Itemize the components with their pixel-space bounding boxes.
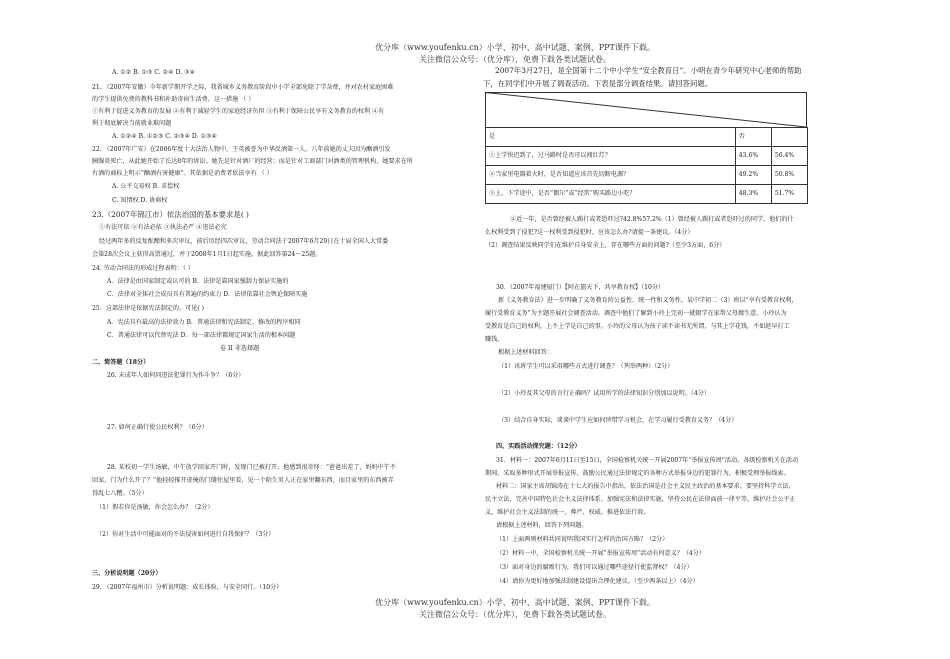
survey-question: ②当家里电器着火时，是否知道应该首先切断电源？ <box>486 166 736 185</box>
q31-stem-line3: 材料二：国家主席胡锦涛在十七大的报告中指出，依法治国是社会主义民主政治的基本要求。要坚持科学立法、 <box>496 483 795 490</box>
q22-options-1: A. 公平交易权 B. 求偿权 <box>112 183 180 190</box>
q31-sub-3: （3）面对身边的腐败行为，我们可以通过哪些途径行使监督权？（4分） <box>496 564 693 571</box>
table-row <box>486 185 808 204</box>
section-3-title: 三、分析说明题（20分） <box>92 570 162 577</box>
survey-no-percent: 51.7% <box>771 185 807 204</box>
survey-table-header-box <box>485 92 807 128</box>
survey-table <box>485 127 808 204</box>
survey-col-empty <box>771 128 807 147</box>
q21-stem-line3: ①有利于促进义务教育的发展 ②有利于减轻学生的家庭经济负担 ③有利于保障公民享有义务教育的权利 ④有 <box>92 108 385 115</box>
table-row <box>486 166 808 185</box>
q30-sub-2: （2）小玲及其父母的言行正确吗？试用所学的法律知识分别加以说明。（4分） <box>498 390 710 397</box>
q30-stem-line4: 赚钱。 <box>485 336 504 343</box>
q24-options-1: A．法律是由国家制定或认可的 B．法律是靠国家强制力保证实施的 <box>107 278 289 285</box>
q28-sub-2: （2）你对生活中可能面对的不法侵害如何进行自我保护？（3分） <box>96 531 275 538</box>
q22-stem-line3: 有酒的商标上明示“酗酒有害健康”。其依据是消费者依法享有 （ ） <box>92 170 273 177</box>
survey-table-header-row <box>486 128 808 147</box>
q24-stem: 24. 劳动合同法的形成过程表明：（ ） <box>92 265 194 272</box>
q22-stem-line1: 22. （2007年广安）在2006年度十大法治人物中，王英被誉为中华反酒第一人。八年前她的丈夫因为酗酒引发 <box>92 146 391 153</box>
q31-stem-line4: 民主立法，完善中国特色社会主义法律体系。加强宪法和法律实施，坚持公民在法律面前一律平等，维护社会公平正 <box>485 496 796 503</box>
survey-yes-percent: 49.2% <box>735 166 771 185</box>
q23-stem: 23.（2007年锦江市）依法治国的基本要求是( ) <box>92 210 249 219</box>
q31-prompt: 请根据上述材料，回答下列问题。 <box>496 522 588 529</box>
survey-col-no: 否 <box>735 128 771 147</box>
q26-stem: 26. 未成年人如何同违法犯罪行为作斗争？（6分） <box>107 372 245 379</box>
q28-stem-line3: 得乱七八糟。（5分） <box>92 490 148 497</box>
survey-yes-percent: 43.6% <box>735 147 771 166</box>
survey-no-percent: 50.8% <box>771 166 807 185</box>
volume-2-title: 卷 II 非选择题 <box>220 345 260 352</box>
page-footer-line1: 优分库（www.youfenku.cn）小学、初中、高中试题、案例、PPT课件下载。 <box>375 598 655 607</box>
q29-intro-line2: 下，在同学们中开展了调查活动。下表是部分调查结果。请回答问题。 <box>483 79 713 88</box>
q28-sub-1: （1）假若你是汤敏，你会怎么办？（2分） <box>96 504 214 511</box>
page-footer-line2: 关注微信公众号：（优分库），免费下载各类试题试卷。 <box>419 610 611 619</box>
q28-stem-line2: 回家，门为什么开了？”他轻轻推开虚掩的门缝往屋里看，见一个陌生男人正在家里翻东西，而且家里的东西被弄 <box>92 477 394 484</box>
q29-after-line2: 么权利受到了侵犯?这一权利受到侵犯时，应该怎么办?请提一条建议。（4分） <box>485 229 694 236</box>
section-4-title: 四、实践活动探究题：（12分） <box>496 443 581 450</box>
q22-options-2: C. 知情权 D. 协商权 <box>112 197 168 204</box>
q21-stem-line2: 的学生提供免费的教科书和补助寄宿生活费。这一措施 （ ） <box>92 96 255 103</box>
q29-intro-line1: 2007年3月27日，是全国第十二个中小学生“安全教育日”。小明在青少年研究中心老师的帮助 <box>495 66 802 75</box>
page-header-line2: 关注微信公众号：（优分库），免费下载各类试题试卷。 <box>419 55 611 64</box>
q31-sub-2: （2）材料一中，全国检察机关统一开展“举报宣传周”活动有何意义？（4分） <box>496 550 705 557</box>
q31-stem-line1: 31．材料一：2007年6月11日至15日，全国检察机关统一开展2007年“举报宣传周”活动。各级检察机关在活动 <box>496 457 799 464</box>
q30-stem-line2: 履行受教育义务”为主题开展社会调查活动。调查中他们了解到小玲上完初一就辍学在家帮父母做生意。小玲认为 <box>485 310 787 317</box>
q31-stem-line2: 期间，采取多种形式开展举报宣传，鼓励公民通过法律规定的各种方式举报身边的犯罪行为，积极受理举报线索。 <box>485 470 790 477</box>
q23-options: ①有法可依 ②有法必依 ③执法必严 ④违法必究 <box>99 224 227 231</box>
q25-stem: 25．这部法律是依据宪法制定的，可见( ) <box>92 305 204 312</box>
q27-stem: 27. 如何正确行使公民权利？（6分） <box>107 424 208 431</box>
q30-prompt: 根据上述材料回答： <box>498 349 553 356</box>
survey-question: ③上、下学途中，是否“偶尔”或“经常”购买路边小吃？ <box>486 185 736 204</box>
survey-no-percent: 56.4% <box>771 147 807 166</box>
q29-sub-2: （2）调查结果反映同学们在维护自身安全上，存在哪些方面的问题?（至少3方面，6分） <box>485 242 726 249</box>
q28-stem-line1: 28. 某校初一学生汤敏，中午放学回家开门时，发现门已被打开。他感到很奇怪：“爸爸出差了，妈妈中午不 <box>107 464 396 471</box>
q30-sub-3: （3）结合自身实际，谈谈中学生应如何珍惜学习机会，在学习履行受教育义务？（4分） <box>498 417 738 424</box>
q25-options-1: A．宪法具有最高的法律效力 B．普通法律和宪法制定、修改的程序相同 <box>107 319 301 326</box>
q22-stem-line2: 胰腺炎死亡，从此她开始了长达8年的诉讼。她先是针对酒厂的经营；而是针对工商部门对酒类的管理机构，她要求在所 <box>92 158 413 165</box>
survey-yes-percent: 48.3% <box>735 185 771 204</box>
q29-stem: 29. （2007年福州市）分析说明题：成长体验，与安全同行。（10分） <box>92 584 283 591</box>
q21-options: A. ①②④ B. ①②③ C. ②③④ D. ①③④ <box>112 133 217 140</box>
q30-stem-line1: 新《义务教育法》进一步明确了义务教育的公益性、统一性和义务性。某中学初二（3）班以“享有受教育权利， <box>498 297 798 304</box>
q24-options-2: C．法律对全体社会成员具有普遍的约束力 D．法律依靠社会舆论保障实施 <box>107 291 308 298</box>
q29-after-line1: ④近一年，是否曾经被人踢打或者恐吓过?42.8%57.2%（1）曾经被人踢打或者恐吓过的同学，他们的什 <box>510 216 794 223</box>
q30-title: 30．（2007年福建厦门）【阿在篮天下，共享教育权】（10分） <box>496 284 665 291</box>
table-row <box>486 147 808 166</box>
page-header-line1: 优分库（www.youfenku.cn）小学、初中、高中试题、案例、PPT课件下载。 <box>375 43 655 52</box>
section-2-title: 二、简答题（18分） <box>92 359 150 366</box>
survey-question: ①上学快迟到了，过马路时是否可以闯红灯？ <box>486 147 736 166</box>
q31-sub-1: （1）上面两则材料共同说明我国实行怎样的治国方略？（2分） <box>496 536 669 543</box>
q21-stem-line1: 21. （2007年安徽）今年新学期开学之际，我省城乡义务教育阶段中小学全部免除了学杂费，并对农村家庭困难 <box>92 84 394 91</box>
q21-stem-line4: 利于彻底解决当前就业难问题 <box>92 120 172 127</box>
law-passage-line2: 会第28次会议上获得高票通过，并于2008年1月1日起实施。据此回答第24～25题。 <box>92 251 322 258</box>
q30-sub-1: （1）该班学生可以采用哪些方式进行调查？（列举两种）（2分） <box>498 363 674 370</box>
q20-options: A. ①② B. ①③ C. ②④ D. ③④ <box>112 69 196 76</box>
q25-options-2: C．普通法律可以代替宪法 D．每一部法律都规定国家生活的根本问题 <box>107 332 296 339</box>
law-passage-line1: 经过两年多的反复酝酿和多次审议，前后历经四次审议，劳动合同法于2007年6月29日在十届全国人大常委 <box>99 238 389 245</box>
q30-stem-line3: 受教育是自己的权利，上不上学是自己的事。小玲的父母认为孩子读不读书无所谓，与其上学花钱，不如趁早打工 <box>485 323 790 330</box>
q31-sub-4: （4）请你为更好地加强法制建设提出合理化建议。（至少两条以上）（4分） <box>496 578 699 585</box>
survey-col-yes: 是 <box>486 128 736 147</box>
survey-table-diagonal <box>486 93 807 128</box>
q31-stem-line5: 义，维护社会主义法制的统一、尊严、权威。推进依法行政。 <box>485 509 650 516</box>
